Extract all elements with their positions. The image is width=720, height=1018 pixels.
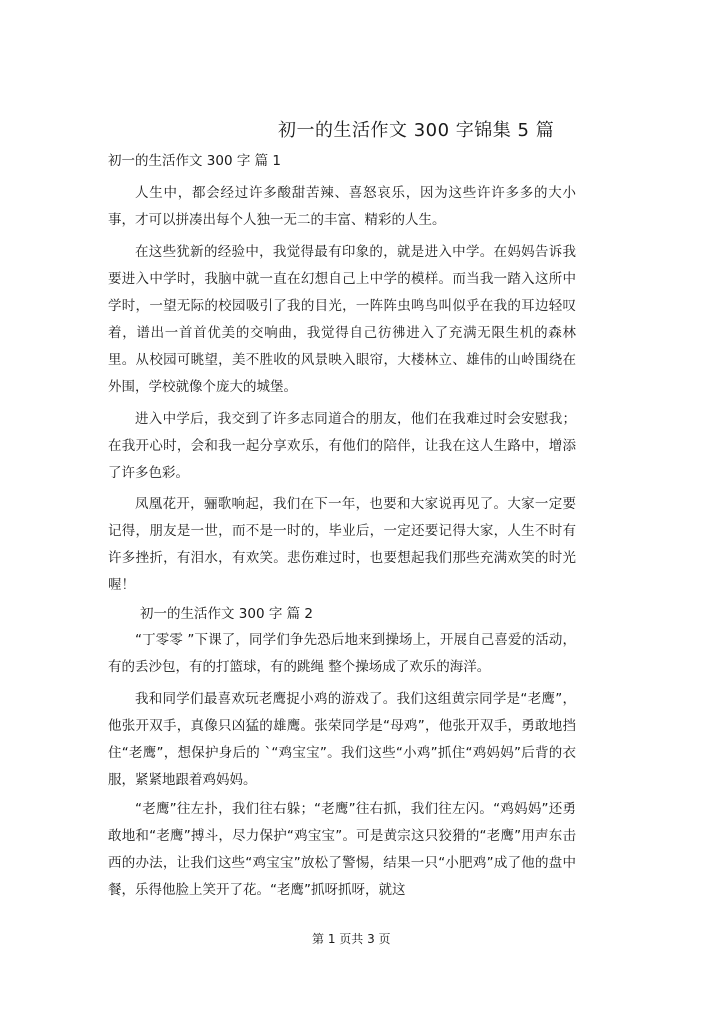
document-title: 初一的生活作文 300 字锦集 5 篇: [278, 120, 555, 141]
paragraph: 我和同学们最喜欢玩老鹰捉小鸡的游戏了。我们这组黄宗同学是“老鹰”，他张开双手，真像只凶猛的雄鹰。张荣同学是“母鸡”，他张开双手，勇敢地挡住“老鹰”，想保护身后的 `“鸡宝宝”。我们这些“小鸡”抓住“鸡妈妈”后背的衣服，紧紧地跟着鸡妈妈。: [108, 691, 576, 788]
section-heading-1: 初一的生活作文 300 字 篇 1: [108, 153, 282, 169]
paragraph: “老鹰”往左扑，我们往右躲；“老鹰”往右抓，我们往左闪。“鸡妈妈”还勇敢地和“老鹰”搏斗，尽力保护“鸡宝宝”。可是黄宗这只狡猾的“老鹰”用声东击西的办法，让我们这些“鸡宝宝”放松了警惕，结果一只“小肥鸡”成了他的盘中餐，乐得他脸上笑开了花。“老鹰”抓呀抓呀，就这: [108, 801, 576, 898]
paragraph: 进入中学后，我交到了许多志同道合的朋友，他们在我难过时会安慰我；在我开心时，会和我一起分享欢乐，有他们的陪伴，让我在这人生路中，增添了许多色彩。: [108, 411, 576, 481]
paragraph: “丁零零 ”下课了，同学们争先恐后地来到操场上，开展自己喜爱的活动，有的丢沙包，有的打篮球，有的跳绳 整个操场成了欢乐的海洋。: [108, 632, 576, 675]
paragraph: 人生中，都会经过许多酸甜苦辣、喜怒哀乐，因为这些许许多多的大小事，才可以拼凑出每个人独一无二的丰富、精彩的人生。: [108, 185, 576, 228]
section-heading-2: 初一的生活作文 300 字 篇 2: [140, 606, 314, 622]
paragraph: 凤凰花开，骊歌响起，我们在下一年，也要和大家说再见了。大家一定要记得，朋友是一世，而不是一时的，毕业后，一定还要记得大家，人生不时有许多挫折，有泪水，有欢笑。悲伤难过时，也要想起我们那些充满欢笑的时光喔！: [108, 496, 576, 593]
paragraph: 在这些犹新的经验中，我觉得最有印象的，就是进入中学。在妈妈告诉我要进入中学时，我脑中就一直在幻想自己上中学的模样。而当我一踏入这所中学时，一望无际的校园吸引了我的目光，一阵阵虫鸣鸟叫似乎在我的耳边轻叹着，谱出一首首优美的交响曲，我觉得自己彷彿进入了充满无限生机的森林里。从校园可眺望，美不胜收的风景映入眼帘，大楼林立、雄伟的山岭围绕在外围，学校就像个庞大的城堡。: [108, 244, 576, 395]
page-footer: 第 1 页共 3 页: [312, 932, 391, 946]
